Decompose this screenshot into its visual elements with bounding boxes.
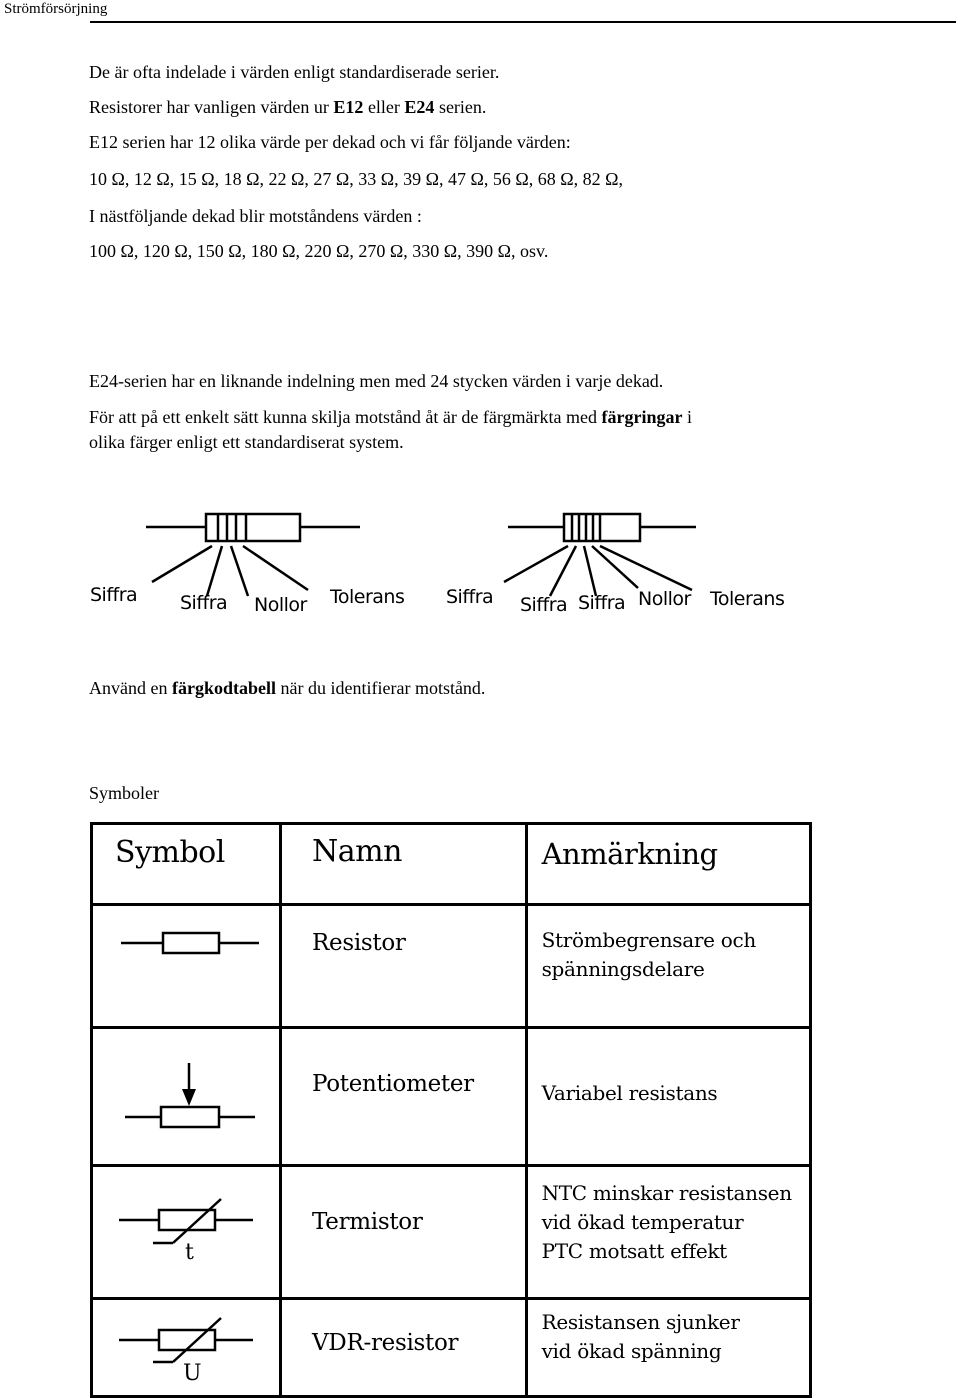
label-right-siffra-2: Siffra (520, 594, 568, 616)
row-name: Potentiometer (312, 1071, 474, 1097)
row-remark: Variabel resistans (541, 1081, 718, 1105)
header-namn: Namn (312, 834, 402, 869)
remark-cell (526, 1028, 810, 1166)
row-remark: Strömbegrensare och spänningsdelare (541, 928, 756, 981)
row-name: Termistor (312, 1209, 423, 1235)
e12-values-line: 10 Ω, 12 Ω, 15 Ω, 18 Ω, 22 Ω, 27 Ω, 33 Ω, 39 Ω, 47 Ω, 56 Ω, 68 Ω, 82 Ω, (89, 169, 624, 189)
vdr-u-letter: U (183, 1361, 202, 1386)
symbol-cell (92, 1166, 281, 1299)
label-left-tolerans: Tolerans (330, 586, 405, 608)
e24-line-2: För att på ett enkelt sätt kunna skilja motstånd åt är de färgmärkta med färgringar i (89, 407, 693, 427)
row-name: Resistor (312, 930, 406, 956)
header-rule (90, 21, 956, 23)
table-row (92, 1299, 811, 1397)
intro-line-5: I nästföljande dekad blir motståndens värden : (89, 206, 422, 226)
symbols-table (90, 822, 812, 1398)
label-right-tolerans: Tolerans (710, 588, 785, 610)
symbols-heading: Symboler (89, 783, 159, 803)
thermistor-symbol-icon (93, 1167, 279, 1295)
label-right-nollor: Nollor (638, 588, 691, 610)
table-row (92, 905, 811, 1028)
symbol-cell (92, 1028, 281, 1166)
header-cell-namn (281, 824, 527, 905)
resistor-symbol-icon (93, 906, 279, 1016)
symbol-cell (92, 1299, 281, 1397)
usage-line: Använd en färgkodtabell när du identifierar motstånd. (89, 678, 486, 698)
header-cell-anmarkning (526, 824, 810, 905)
name-cell (281, 1299, 527, 1397)
page-header-title: Strömförsörjning (4, 1, 108, 17)
row-name: VDR-resistor (312, 1330, 459, 1356)
remark-cell (526, 905, 810, 1028)
intro-line-1: De är ofta indelade i värden enligt standardiserade serier. (89, 62, 500, 82)
thermistor-t-letter: t (185, 1240, 194, 1265)
remark-cell (526, 1166, 810, 1299)
header-cell-symbol (92, 824, 281, 905)
potentiometer-symbol-icon (93, 1029, 279, 1159)
name-cell (281, 1166, 527, 1299)
row-remark: Resistansen sjunker vid ökad spänning (541, 1310, 740, 1363)
e24-line-1: E24-serien har en liknande indelning men med 24 stycken värden i varje dekad. (89, 371, 664, 391)
header-symbol: Symbol (115, 835, 225, 870)
symbol-cell (92, 905, 281, 1028)
name-cell (281, 1028, 527, 1166)
next-decade-values-line: 100 Ω, 120 Ω, 150 Ω, 180 Ω, 220 Ω, 270 Ω, 330 Ω, 390 Ω, osv. (89, 241, 549, 261)
row-remark: NTC minskar resistansen vid ökad temperatur PTC motsatt effekt (541, 1181, 792, 1263)
label-right-siffra-1: Siffra (446, 586, 494, 608)
table-row (92, 1028, 811, 1166)
color-band-figure (88, 508, 798, 618)
label-left-nollor: Nollor (254, 594, 307, 616)
intro-line-3: E12 serien har 12 olika värde per dekad och vi får följande värden: (89, 132, 571, 152)
label-right-siffra-3: Siffra (578, 592, 626, 614)
header-anmarkning: Anmärkning (541, 837, 718, 871)
remark-cell (526, 1299, 810, 1397)
table-header-row (92, 824, 811, 905)
vdr-symbol-icon (93, 1300, 279, 1392)
table-row (92, 1166, 811, 1299)
intro-line-2: Resistorer har vanligen värden ur E12 eller E24 serien. (89, 97, 487, 117)
e24-line-3: olika färger enligt ett standardiserat system. (89, 432, 404, 452)
label-left-siffra-2: Siffra (180, 592, 228, 614)
name-cell (281, 905, 527, 1028)
label-left-siffra-1: Siffra (90, 584, 138, 606)
